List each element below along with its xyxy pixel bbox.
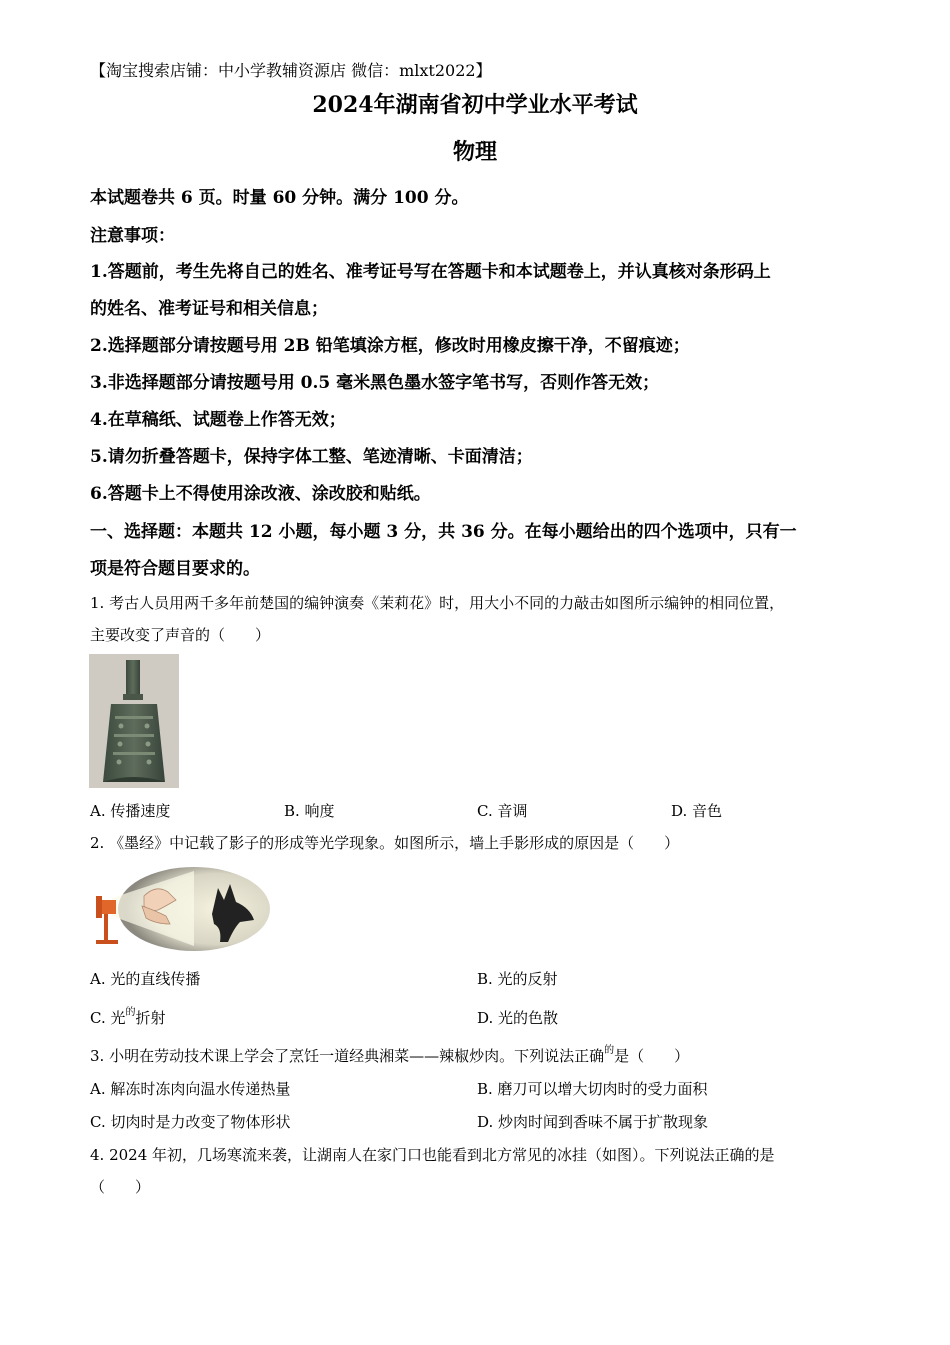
question-1-option-d: D. 音色 (671, 802, 723, 820)
notice-item-5: 5.请勿折叠答题卡，保持字体工整、笔迹清晰、卡面清洁； (90, 447, 533, 467)
notice-item-1-line-2: 的姓名、准考证号和相关信息； (90, 299, 328, 319)
question-3-option-a: A. 解冻时冻肉向温水传递热量 (90, 1080, 291, 1098)
section-heading-line-1: 一、选择题：本题共 12 小题，每小题 3 分，共 36 分。在每小题给出的四个选项中，只有一 (90, 522, 797, 542)
question-2-option-c-prefix: C. 光 (90, 1009, 126, 1027)
question-3-stem-ruby: 的 (604, 1045, 615, 1056)
notice-item-3: 3.非选择题部分请按题号用 0.5 毫米黑色墨水签字笔书写，否则作答无效； (90, 373, 660, 393)
question-2-option-c (90, 1007, 166, 1028)
notice-item-4: 4.在草稿纸、试题卷上作答无效； (90, 410, 346, 430)
bronze-bell-figure (89, 654, 179, 788)
question-3-stem-suffix: 是（ ） (614, 1047, 690, 1065)
question-2-option-b: B. 光的反射 (477, 970, 558, 988)
question-4-stem-line-1: 4. 2024 年初，几场寒流来袭，让湖南人在家门口也能看到北方常见的冰挂（如图）。下列说法正确的是 (90, 1146, 775, 1164)
hand-shadow-figure (94, 866, 270, 952)
question-3-option-d: D. 炒肉时闻到香味不属于扩散现象 (477, 1113, 709, 1131)
question-1-stem-line-1: 1. 考古人员用两千多年前楚国的编钟演奏《茉莉花》时，用大小不同的力敲击如图所示编钟的相同位置， (90, 594, 785, 612)
question-3-stem (90, 1045, 689, 1066)
question-3-option-b: B. 磨刀可以增大切肉时的受力面积 (477, 1080, 708, 1098)
notice-item-6: 6.答题卡上不得使用涂改液、涂改胶和贴纸。 (90, 484, 431, 504)
watermark-ad-text: 【淘宝搜索店铺：中小学教辅资源店 微信：mlxt2022】 (90, 61, 492, 80)
hand-shadow-illustration (94, 866, 270, 952)
question-2-option-c-ruby: 的 (125, 1007, 136, 1018)
question-1-option-c: C. 音调 (477, 802, 528, 820)
question-2-option-d: D. 光的色散 (477, 1009, 559, 1027)
notice-item-2: 2.选择题部分请按题号用 2B 铅笔填涂方框，修改时用橡皮擦干净，不留痕迹； (90, 336, 690, 356)
section-heading-line-2: 项是符合题目要求的。 (90, 559, 260, 579)
question-3-stem-prefix: 3. 小明在劳动技术课上学会了烹饪一道经典湘菜——辣椒炒肉。下列说法正确 (90, 1047, 605, 1065)
subject-title: 物理 (452, 139, 497, 165)
question-1-option-a: A. 传播速度 (90, 802, 171, 820)
question-1-option-b: B. 响度 (284, 802, 335, 820)
question-3-option-c: C. 切肉时是力改变了物体形状 (90, 1113, 291, 1131)
exam-summary: 本试题卷共 6 页。时量 60 分钟。满分 100 分。 (90, 188, 469, 208)
bronze-bell-illustration (89, 654, 179, 788)
question-2-option-c-suffix: 折射 (135, 1009, 166, 1027)
question-1-stem-line-2: 主要改变了声音的（ ） (90, 626, 271, 644)
exam-title: 2024年湖南省初中学业水平考试 (312, 92, 638, 118)
question-2-option-a: A. 光的直线传播 (90, 970, 201, 988)
notice-heading: 注意事项： (90, 226, 175, 246)
question-2-stem: 2. 《墨经》中记载了影子的形成等光学现象。如图所示，墙上手影形成的原因是（ ） (90, 834, 680, 852)
notice-item-1-line-1: 1.答题前，考生先将自己的姓名、准考证号写在答题卡和本试题卷上，并认真核对条形码上 (90, 262, 771, 282)
question-4-stem-line-2: （ ） (90, 1178, 151, 1196)
